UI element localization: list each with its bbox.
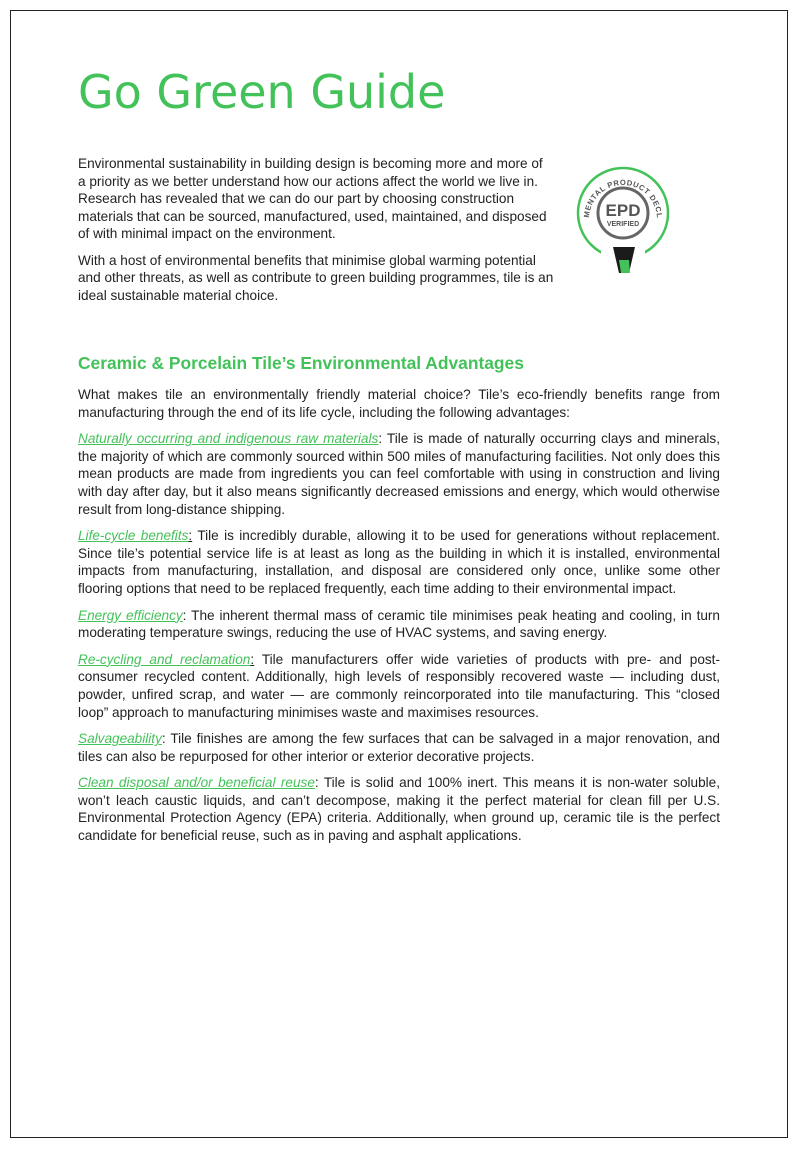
advantage-recycling bbox=[78, 651, 720, 721]
advantage-description: Tile is incredibly durable, allowing it to be used for generations without replacement. Since tile’s potential service life is at least as long as the building in which it is installed, environmental impacts from manufacturing, installation, and disposal are considered only once, unlike some other flooring options that need to be replaced frequently, each time adding to their environmental impact. bbox=[78, 528, 720, 596]
advantage-energy-efficiency bbox=[78, 607, 720, 642]
advantage-description: Tile manufacturers offer wide varieties of products with pre- and post-consumer recycled content. Additionally, high levels of responsibly recovered waste — including dust, powder, unfired scrap, and water — are commonly reincorporated into tile manufacturing. This “closed loop” approach to manufacturing minimises waste and maximises resources. bbox=[78, 651, 720, 720]
advantage-separator: : bbox=[182, 607, 187, 623]
advantage-term: Clean disposal and/or beneficial reuse bbox=[78, 775, 315, 791]
advantage-term: Salvageability bbox=[78, 731, 162, 747]
advantage-separator: : bbox=[314, 775, 319, 791]
section-lead: What makes tile an environmentally friendly material choice? Tile’s eco-friendly benefits range from manufacturing through the end of its life cycle, including the following advantages: bbox=[78, 387, 720, 420]
advantage-separator: : bbox=[378, 431, 383, 447]
badge-verified-text: VERIFIED bbox=[606, 221, 640, 228]
badge-ring-label: MENTAL PRODUCT DECL bbox=[581, 177, 665, 219]
advantage-separator: : bbox=[161, 731, 166, 747]
advantage-term: Naturally occurring and indigenous raw materials bbox=[78, 431, 379, 447]
advantage-description: The inherent thermal mass of ceramic tile minimises peak heating and cooling, in turn moderating temperature swings, reducing the use of HVAC systems, and saving energy. bbox=[78, 607, 720, 641]
advantage-clean-disposal bbox=[78, 774, 720, 844]
advantage-raw-materials bbox=[78, 430, 720, 518]
advantage-term: Life-cycle benefits bbox=[78, 528, 189, 544]
intro-paragraph-1: Environmental sustainability in building design is becoming more and more of a priority as we better understand how our actions affect the world we live in. Research has revealed that we can do our part by choosing construction materials that can be sourced, manufactured, used, maintained, and disposed of with minimal impact on the environment. bbox=[78, 156, 547, 241]
advantage-salvageability bbox=[78, 730, 720, 765]
advantage-description: Tile is solid and 100% inert. This means it is non-water soluble, won’t leach caustic liquids, and can’t decompose, making it the perfect material for clean fill per U.S. Environmental Protection Agency (EPA) criteria. Additionally, when ground up, ceramic tile is the perfect candidate for beneficial reuse, such as in paving and asphalt applications. bbox=[78, 775, 721, 844]
epd-badge-graphic bbox=[573, 161, 673, 273]
advantage-description: Tile is made of naturally occurring clays and minerals, the majority of which are commonly sourced within 500 miles of manufacturing facilities. Not only does this mean products are made from ingredients you can feel comfortable with using in construction and living with day after day, but it also means significantly decreased emissions and energy, which would otherwise result from long-distance shipping. bbox=[78, 431, 721, 517]
intro-text bbox=[78, 155, 554, 313]
advantage-separator: : bbox=[188, 528, 193, 544]
advantage-term: Energy efficiency bbox=[78, 607, 183, 623]
badge-epd-text: EPD bbox=[605, 201, 641, 220]
section-heading: Ceramic & Porcelain Tile’s Environmental Advantages bbox=[78, 353, 524, 373]
advantage-description: Tile finishes are among the few surfaces that can be salvaged in a major renovation, and tiles can also be repurposed for other interior or exterior decorative projects. bbox=[78, 731, 720, 764]
section-body bbox=[78, 386, 720, 854]
advantage-life-cycle bbox=[78, 527, 720, 597]
intro-paragraph-2: With a host of environmental benefits that minimise global warming potential and other threats, as well as contribute to green building programmes, tile is an ideal sustainable material choice. bbox=[78, 252, 554, 303]
page-title: Go Green Guide bbox=[78, 65, 446, 119]
advantage-term: Re-cycling and reclamation bbox=[78, 651, 251, 667]
advantage-separator: : bbox=[250, 651, 255, 667]
epd-verified-badge bbox=[573, 161, 673, 273]
